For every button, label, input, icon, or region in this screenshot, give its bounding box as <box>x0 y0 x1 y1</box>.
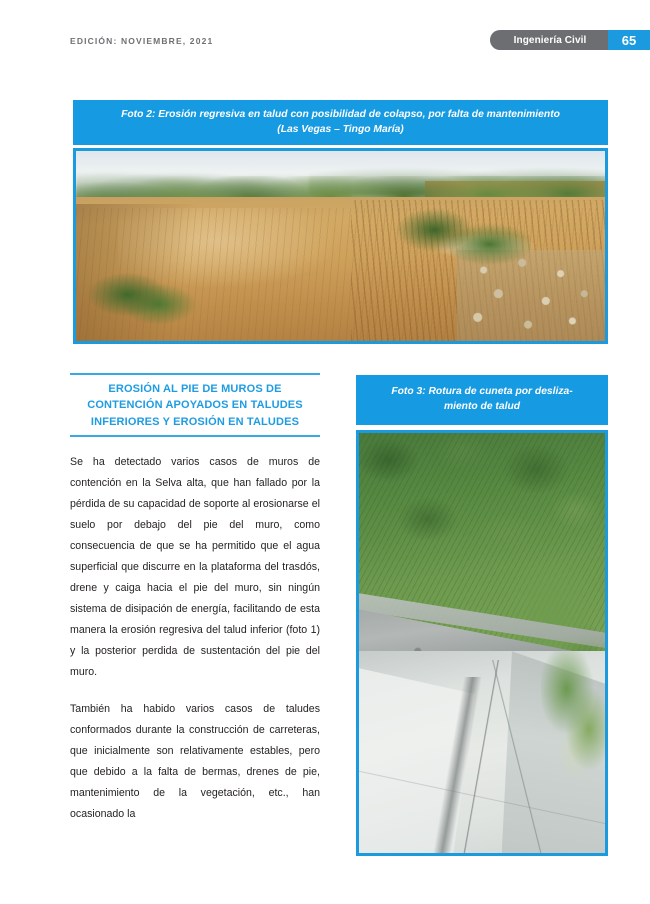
photo2-caption <box>73 100 608 145</box>
page-number-badge: 65 <box>608 30 650 50</box>
photo2-scene <box>76 151 605 341</box>
running-head <box>0 30 650 64</box>
scrub-bush-right <box>393 204 531 269</box>
photo3-image <box>356 430 608 856</box>
edition-label: EDICIÓN: NOVIEMBRE, 2021 <box>70 36 214 46</box>
photo2-image <box>73 148 608 344</box>
section-title-line3: INFERIORES Y EROSIÓN EN TALUDES <box>90 415 300 428</box>
roadside-grass <box>541 651 605 777</box>
photo2-caption-line2: (Las Vegas – Tingo María) <box>277 123 404 135</box>
section-heading <box>70 373 320 437</box>
photo3-caption <box>356 375 608 425</box>
photo3-caption-line1: Foto 3: Rotura de cuneta por desliza- <box>391 386 573 398</box>
body-paragraph-1: Se ha detectado varios casos de muros de contención en la Selva alta, que han fallado por la pérdida de su capacidad de soporte al erosionarse el suelo por debajo del pie del muro, como consecuencia de que se ha permitido que el agua superficial que discurre en la plataforma del trasdós, drene y caiga hacia el pie del muro, sin ningún sistema de disipación de energía, facilitando de esta manera la erosión regresiva del talud inferior (foto 1) y la posterior perdida de sustentación del pie del muro. <box>70 456 320 678</box>
photo2-caption-line1: Foto 2: Erosión regresiva en talud con posibilidad de colapso, por falta de mantenimiento <box>121 108 560 120</box>
scrub-bush-left <box>87 269 203 326</box>
photo3-scene <box>359 433 605 853</box>
heading-rule-bottom <box>70 435 320 437</box>
photo3-caption-line2: miento de talud <box>443 401 521 412</box>
section-title-line1: EROSIÓN AL PIE DE MUROS DE <box>108 382 282 395</box>
section-title-line2: CONTENCIÓN APOYADOS EN TALUDES <box>87 399 303 412</box>
body-paragraph-2: También ha habido varios casos de taludes conformados durante la construcción de carreteras, que inicialmente son relativamente estables, pero que debido a la falta de bermas, drenes de pie, mantenimiento de la vegetación, etc., han ocasionado la <box>70 702 320 820</box>
publication-name-tab: Ingeniería Civil <box>490 30 608 50</box>
section-title <box>70 375 320 436</box>
body-column <box>70 452 320 824</box>
